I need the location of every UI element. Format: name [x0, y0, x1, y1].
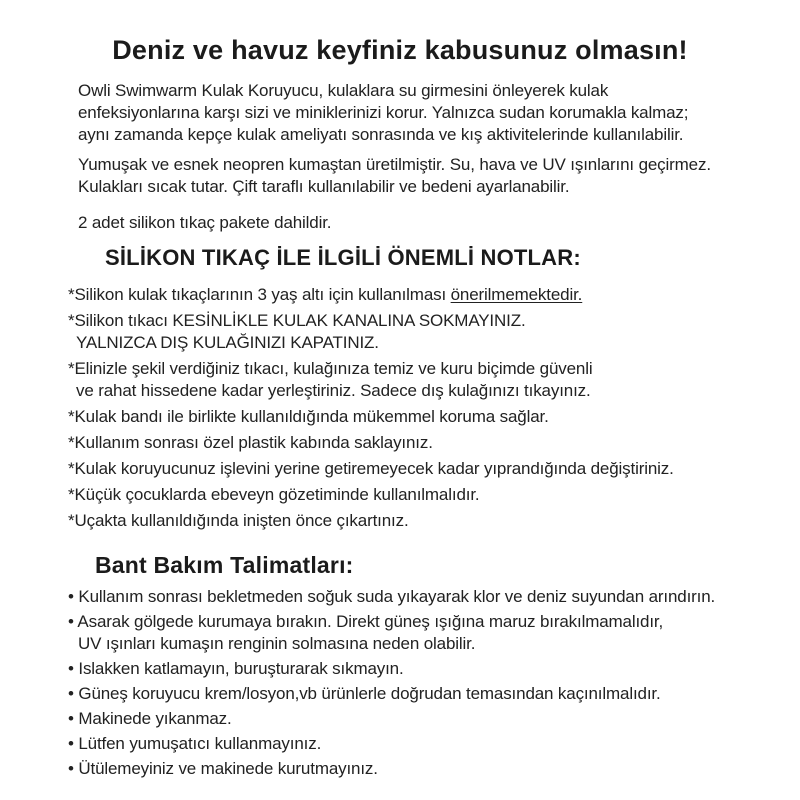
note-item: [0, 484, 800, 506]
text-line: • Güneş koruyucu krem/losyon,vb ürünlerle doğrudan temasından kaçınılmalıdır.: [68, 684, 661, 703]
text-line: UV ışınları kumaşın renginin solmasına neden olabilir.: [78, 634, 476, 653]
text-line: 2 adet silikon tıkaç pakete dahildir.: [78, 213, 332, 232]
list-item: [0, 708, 800, 730]
list-item: [0, 683, 800, 705]
text-line: • Lütfen yumuşatıcı kullanmayınız.: [68, 734, 322, 753]
intro-paragraph-3: [0, 212, 800, 234]
text-line: Yumuşak ve esnek neopren kumaştan üretilmiştir. Su, hava ve UV ışınlarını geçirmez.: [78, 155, 711, 174]
text-line: • Ütülemeyiniz ve makinede kurutmayınız.: [68, 759, 378, 778]
silicone-notes-heading: SİLİKON TIKAÇ İLE İLGİLİ ÖNEMLİ NOTLAR:: [105, 245, 581, 270]
text-line: *Elinizle şekil verdiğiniz tıkacı, kulağınıza temiz ve kuru biçimde güvenli: [68, 359, 593, 378]
note-item: [0, 510, 800, 532]
text-line: • Kullanım sonrası bekletmeden soğuk suda yıkayarak klor ve deniz suyundan arındırın.: [68, 587, 716, 606]
list-item: [0, 586, 800, 608]
list-item: [0, 658, 800, 680]
note-item: [0, 310, 800, 354]
text-line: *Küçük çocuklarda ebeveyn gözetiminde kullanılmalıdır.: [68, 485, 480, 504]
note-text: *Silikon kulak tıkaçlarının 3 yaş altı için kullanılması: [68, 285, 451, 304]
note-item: [0, 406, 800, 428]
text-line: Owli Swimwarm Kulak Koruyucu, kulaklara su girmesini önleyerek kulak: [78, 81, 609, 100]
care-instructions-heading: Bant Bakım Talimatları:: [95, 552, 354, 578]
text-line: *Kulak bandı ile birlikte kullanıldığında mükemmel koruma sağlar.: [68, 407, 549, 426]
list-item: [0, 758, 800, 780]
text-line: Kulakları sıcak tutar. Çift taraflı kullanılabilir ve bedeni ayarlanabilir.: [78, 177, 570, 196]
text-line: [68, 284, 800, 306]
silicone-notes-list: [0, 284, 800, 532]
care-instructions-list: [0, 586, 800, 780]
text-line: *Uçakta kullanıldığında inişten önce çıkartınız.: [68, 511, 409, 530]
text-line: *Kullanım sonrası özel plastik kabında saklayınız.: [68, 433, 433, 452]
list-item: [0, 733, 800, 755]
intro-paragraph-1: [0, 80, 800, 146]
text-line: enfeksiyonlarına karşı sizi ve miniklerinizi korur. Yalnızca sudan korumakla kalmaz;: [78, 103, 689, 122]
list-item: [0, 611, 800, 655]
note-item: [0, 284, 800, 306]
intro-paragraph-2: [0, 154, 800, 198]
text-line: aynı zamanda kepçe kulak ameliyatı sonrasında ve kış aktivitelerinde kullanılabilir.: [78, 125, 684, 144]
text-line: • Makinede yıkanmaz.: [68, 709, 232, 728]
note-item: [0, 458, 800, 480]
text-line: • Asarak gölgede kurumaya bırakın. Direkt güneş ışığına maruz bırakılmamalıdır,: [68, 612, 664, 631]
page-title: Deniz ve havuz keyfiniz kabusunuz olmasın!: [112, 35, 688, 65]
note-item: [0, 432, 800, 454]
underlined-text: önerilmemektedir.: [450, 285, 583, 304]
text-line: YALNIZCA DIŞ KULAĞINIZI KAPATINIZ.: [76, 333, 379, 352]
text-line: • Islakken katlamayın, buruşturarak sıkmayın.: [68, 659, 404, 678]
text-line: *Kulak koruyucunuz işlevini yerine getiremeyecek kadar yıprandığında değiştiriniz.: [68, 459, 674, 478]
text-line: ve rahat hissedene kadar yerleştiriniz. Sadece dış kulağınızı tıkayınız.: [76, 381, 591, 400]
note-item: [0, 358, 800, 402]
text-line: *Silikon tıkacı KESİNLİKLE KULAK KANALINA SOKMAYINIZ.: [68, 311, 526, 330]
